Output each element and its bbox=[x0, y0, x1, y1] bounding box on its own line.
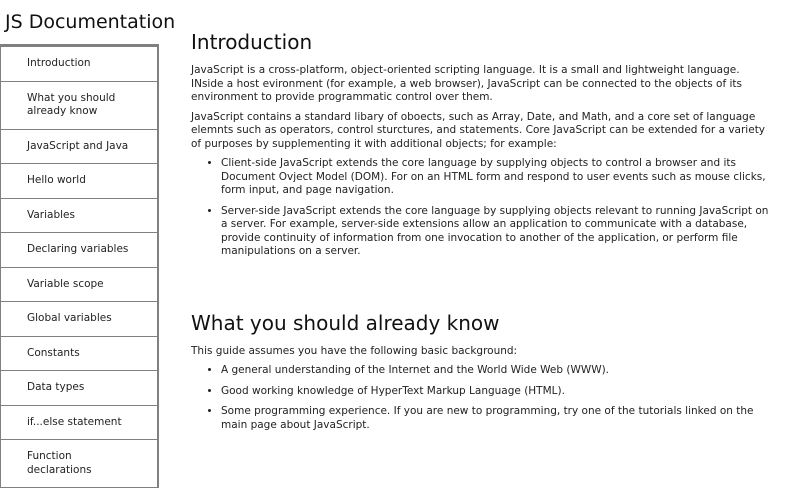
paragraph: This guide assumes you have the following basic background: bbox=[191, 344, 518, 357]
list-item: • Good working knowledge of HyperText Markup Language (HTML). bbox=[221, 385, 771, 399]
nav-link-what-you-should-already-know[interactable]: What you should already know bbox=[1, 82, 157, 130]
main-doc bbox=[191, 0, 771, 439]
bullet-list bbox=[191, 157, 771, 259]
nav-link-declaring-variables[interactable]: Declaring variables bbox=[1, 233, 157, 268]
navbar-title: JS Documentation bbox=[5, 11, 176, 33]
nav-link-variables[interactable]: Variables bbox=[1, 199, 157, 234]
section-title: Introduction bbox=[191, 30, 313, 54]
list-item: • Some programming experience. If you are new to programming, try one of the tutorials linked on the main page about JavaScript. bbox=[221, 405, 771, 432]
section-what-you-should-already-know bbox=[191, 311, 771, 433]
nav-link-javascript-and-java[interactable]: JavaScript and Java bbox=[1, 130, 157, 165]
section-introduction bbox=[191, 0, 771, 259]
list-item: • Server-side JavaScript extends the core language by supplying objects relevant to running JavaScript on a server. For example, server-side extensions allow an application to communicate with a database, provide continuity of information from one invocation to another of the application, or perform file manipulations on a server. bbox=[221, 205, 771, 259]
nav-link-if-else-statement[interactable]: if...else statement bbox=[1, 406, 157, 441]
nav-link-hello-world[interactable]: Hello world bbox=[1, 164, 157, 199]
list-item: • A general understanding of the Internet and the World Wide Web (WWW). bbox=[221, 364, 771, 378]
navbar bbox=[0, 0, 176, 476]
paragraph: JavaScript contains a standard libary of oboects, such as Array, Date, and Math, and a core set of language elemnts such as operators, control sturctures, and statements. Core JavaScript can be extended for a variety of purposes by supplementing it with additional objects; for example: bbox=[191, 110, 766, 150]
section-title: What you should already know bbox=[191, 310, 500, 335]
nav-link-global-variables[interactable]: Global variables bbox=[1, 302, 157, 337]
nav-link-variable-scope[interactable]: Variable scope bbox=[1, 268, 157, 303]
paragraph: JavaScript is a cross-platform, object-oriented scripting language. It is a small and lightweight language. INside a host evironment (for example, a web browser), JavaScript can be connected to the objects of its environment to provide programmatic control over them. bbox=[191, 64, 743, 103]
list-item: • Client-side JavaScript extends the core language by supplying objects to control a browser and its Document Ovject Model (DOM). For on an HTML form and respond to user events such as mouse clicks, form input, and page navigation. bbox=[221, 157, 771, 198]
nav-link-introduction[interactable]: Introduction bbox=[1, 47, 157, 82]
nav-list bbox=[0, 44, 159, 488]
nav-link-constants[interactable]: Constants bbox=[1, 337, 157, 372]
nav-link-data-types[interactable]: Data types bbox=[1, 371, 157, 406]
bullet-list bbox=[191, 364, 771, 432]
nav-link-function-declarations[interactable]: Function declarations bbox=[1, 440, 157, 488]
